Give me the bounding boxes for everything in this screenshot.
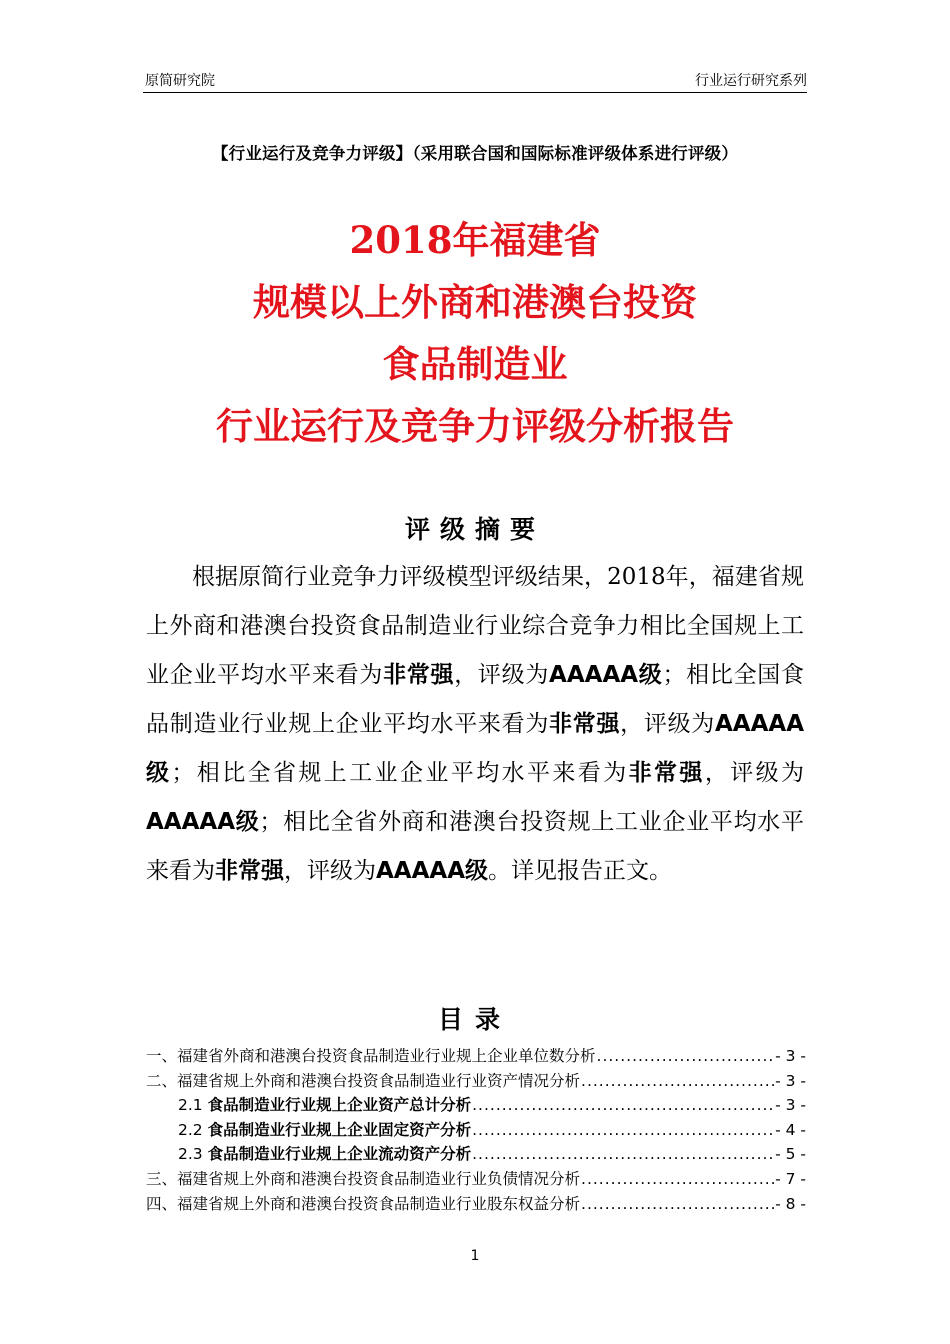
abstract-text: 。详见报告正文。 (488, 858, 673, 884)
toc-heading: 目录 (437, 1005, 512, 1034)
toc-entry-page: - 3 - (775, 1071, 806, 1090)
toc-entry[interactable] (146, 1044, 806, 1069)
toc-leader-dots (581, 1069, 774, 1094)
toc-entry-number: 2.1 (178, 1096, 203, 1115)
toc-subentry[interactable] (146, 1118, 806, 1143)
toc-entry-label: 四、福建省规上外商和港澳台投资食品制造业行业股东权益分析 (146, 1194, 581, 1213)
report-title-line-3: 食品制造业 (382, 342, 568, 386)
rating-strength: 非常强 (628, 760, 705, 786)
toc-entry-label: 食品制造业行业规上企业流动资产分析 (207, 1145, 472, 1164)
toc-entry-label: 食品制造业行业规上企业资产总计分析 (207, 1096, 472, 1115)
header-rule (143, 92, 807, 93)
abstract-text: ；相比全省外商和港澳台投资规上工业企业平均水平来看为 (146, 809, 804, 884)
rating-grade: AAAAA级 (146, 711, 805, 786)
toc-entry-label: 食品制造业行业规上企业固定资产分析 (207, 1120, 472, 1139)
toc-leader-dots (472, 1118, 774, 1143)
toc-entry[interactable] (146, 1167, 806, 1192)
toc-leader-dots (581, 1167, 774, 1192)
rating-strength: 非常强 (549, 711, 621, 737)
abstract-text: ；相比全省规上工业企业平均水平来看为 (171, 760, 629, 786)
toc-entry-label: 二、福建省规上外商和港澳台投资食品制造业行业资产情况分析 (146, 1071, 581, 1090)
abstract-text: ；相比全国食品制造业行业规上企业平均水平来看为 (146, 662, 805, 737)
toc-leader-dots (581, 1192, 774, 1217)
rating-method-line: 【行业运行及竞争力评级】（采用联合国和国际标准评级体系进行评级） (211, 144, 739, 163)
toc-leader-dots (472, 1142, 774, 1167)
report-title-line-4: 行业运行及竞争力评级分析报告 (216, 404, 734, 448)
abstract-text: ，评级为 (454, 662, 550, 688)
toc-leader-dots (597, 1044, 775, 1069)
abstract-text: ，评级为 (704, 760, 805, 786)
toc-entry-number: 2.2 (178, 1120, 203, 1139)
toc-entry-page: - 4 - (775, 1120, 806, 1139)
toc-entry-page: - 8 - (775, 1194, 806, 1213)
toc-entry-label: 三、福建省规上外商和港澳台投资食品制造业行业负债情况分析 (146, 1169, 581, 1188)
abstract-text: ，评级为 (620, 711, 715, 737)
abstract-heading: 评级摘要 (404, 515, 545, 544)
toc-entry-page: - 7 - (775, 1169, 806, 1188)
header-org: 原简研究院 (145, 73, 215, 89)
report-title-line-1: 2018年福建省 (349, 218, 601, 262)
rating-strength: 非常强 (215, 858, 284, 884)
toc-entry-page: - 3 - (775, 1047, 806, 1065)
abstract-text: 根据原简行业竞争力评级模型评级结果，2018年，福建省规上外商和港澳台投资食品制造业行业综合竞争力相比全国规上工业企业平均水平来看为 (146, 564, 804, 688)
table-of-contents (146, 1044, 806, 1216)
rating-strength: 非常强 (383, 662, 455, 688)
toc-subentry[interactable] (146, 1093, 806, 1118)
toc-subentry[interactable] (146, 1142, 806, 1167)
rating-grade: AAAAA级 (549, 662, 663, 688)
page-number: 1 (470, 1248, 480, 1264)
abstract-paragraph (146, 553, 804, 896)
toc-entry-label: 一、福建省外商和港澳台投资食品制造业行业规上企业单位数分析 (146, 1047, 596, 1065)
rating-grade: AAAAA级 (146, 809, 260, 835)
report-title-line-2: 规模以上外商和港澳台投资 (253, 280, 697, 324)
toc-entry-page: - 3 - (775, 1096, 806, 1115)
toc-entry-number: 2.3 (178, 1145, 203, 1164)
toc-entry-page: - 5 - (775, 1145, 806, 1164)
toc-entry[interactable] (146, 1069, 806, 1094)
abstract-text: ，评级为 (284, 858, 376, 884)
header-series: 行业运行研究系列 (695, 73, 807, 89)
toc-entry[interactable] (146, 1192, 806, 1217)
toc-leader-dots (472, 1093, 774, 1118)
rating-grade: AAAAA级 (376, 858, 489, 884)
